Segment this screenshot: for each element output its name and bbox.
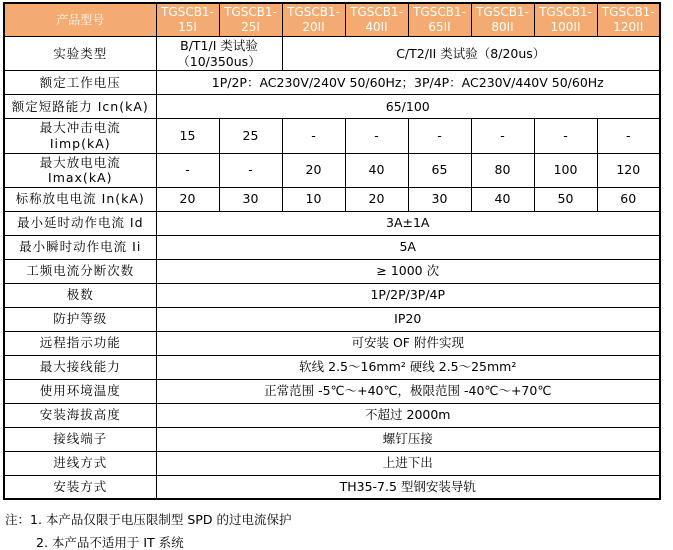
row-wire <box>4 355 660 379</box>
row-iimp <box>4 119 660 153</box>
row-label-idelay: 最小延时动作电流 Id <box>4 211 156 235</box>
row-label-wire: 最大接线能力 <box>4 355 156 379</box>
model-header-65ii: TGSCB1-65II <box>408 3 471 37</box>
row-mount <box>4 475 660 499</box>
cell-icn: 65/100 <box>156 95 660 119</box>
cell-imax-1: - <box>219 153 282 187</box>
cell-imax-2: 20 <box>282 153 345 187</box>
cell-rated-voltage: 1P/2P：AC230V/240V 50/60Hz；3P/4P：AC230V/440V 50/60Hz <box>156 71 660 95</box>
cell-iimp-4: - <box>408 119 471 153</box>
row-remote <box>4 331 660 355</box>
cell-altitude: 不超过 2000m <box>156 403 660 427</box>
model-header-80ii: TGSCB1-80II <box>471 3 534 37</box>
cell-test-type-class2: C/T2/II 类试验（8/20us） <box>282 37 660 71</box>
row-imax <box>4 153 660 187</box>
cell-inom-2: 10 <box>282 187 345 211</box>
cell-mount: TH35-7.5 型钢安装导轨 <box>156 475 660 499</box>
row-temp <box>4 379 660 403</box>
cell-inom-6: 50 <box>534 187 597 211</box>
cell-imax-4: 65 <box>408 153 471 187</box>
cell-imax-6: 100 <box>534 153 597 187</box>
row-rated-voltage <box>4 71 660 95</box>
cell-imax-3: 40 <box>345 153 408 187</box>
cell-imax-5: 80 <box>471 153 534 187</box>
model-header-20ii: TGSCB1-20II <box>282 3 345 37</box>
cell-imax-0: - <box>156 153 219 187</box>
model-header-120ii: TGSCB1-120II <box>597 3 660 37</box>
row-inom <box>4 187 660 211</box>
cell-remote: 可安装 OF 附件实现 <box>156 331 660 355</box>
cell-iimp-5: - <box>471 119 534 153</box>
row-poles <box>4 283 660 307</box>
footnotes <box>3 512 673 550</box>
row-label-inom: 标称放电电流 In(kA) <box>4 187 156 211</box>
cell-inom-1: 30 <box>219 187 282 211</box>
cell-iimp-0: 15 <box>156 119 219 153</box>
row-inlet <box>4 451 660 475</box>
cell-inom-3: 20 <box>345 187 408 211</box>
row-label-terminal: 接线端子 <box>4 427 156 451</box>
cell-imax-7: 120 <box>597 153 660 187</box>
row-label-poles: 极数 <box>4 283 156 307</box>
cell-iimp-1: 25 <box>219 119 282 153</box>
cell-temp: 正常范围 -5℃～+40℃，极限范围 -40℃～+70℃ <box>156 379 660 403</box>
row-label-ip-rating: 防护等级 <box>4 307 156 331</box>
row-label-remote: 远程指示功能 <box>4 331 156 355</box>
cell-wire: 软线 2.5～16mm² 硬线 2.5～25mm² <box>156 355 660 379</box>
row-label-altitude: 安装海拔高度 <box>4 403 156 427</box>
row-label-mount: 安装方式 <box>4 475 156 499</box>
row-idelay <box>4 211 660 235</box>
row-icn <box>4 95 660 119</box>
row-label-iimp: 最大冲击电流 Iimp(kA) <box>4 119 156 153</box>
row-label-inlet: 进线方式 <box>4 451 156 475</box>
cell-inom-0: 20 <box>156 187 219 211</box>
model-header-100ii: TGSCB1-100II <box>534 3 597 37</box>
cell-iimp-2: - <box>282 119 345 153</box>
cell-test-type-class1: B/T1/I 类试验（10/350us） <box>156 37 282 71</box>
model-header-40ii: TGSCB1-40II <box>345 3 408 37</box>
model-header-15i: TGSCB1-15I <box>156 3 219 37</box>
row-label-test-type: 实验类型 <box>4 37 156 71</box>
cell-freq-break: ≥ 1000 次 <box>156 259 660 283</box>
row-label-iinst: 最小瞬时动作电流 Ii <box>4 235 156 259</box>
cell-inom-5: 40 <box>471 187 534 211</box>
cell-ip-rating: IP20 <box>156 307 660 331</box>
row-iinst <box>4 235 660 259</box>
product-spec-table <box>3 2 661 500</box>
row-freq-break <box>4 259 660 283</box>
cell-iimp-3: - <box>345 119 408 153</box>
row-label-rated-voltage: 额定工作电压 <box>4 71 156 95</box>
cell-inlet: 上进下出 <box>156 451 660 475</box>
row-label-imax: 最大放电电流 Imax(kA) <box>4 153 156 187</box>
footnote-1: 注：1. 本产品仅限于电压限制型 SPD 的过电流保护 <box>5 512 292 528</box>
footnote-2: 2. 本产品不适用于 IT 系统 <box>36 535 184 550</box>
row-label-temp: 使用环境温度 <box>4 379 156 403</box>
row-ip-rating <box>4 307 660 331</box>
row-label-freq-break: 工频电流分断次数 <box>4 259 156 283</box>
model-header-25i: TGSCB1-25I <box>219 3 282 37</box>
cell-terminal: 螺钉压接 <box>156 427 660 451</box>
cell-idelay: 3A±1A <box>156 211 660 235</box>
cell-iimp-6: - <box>534 119 597 153</box>
row-terminal <box>4 427 660 451</box>
row-altitude <box>4 403 660 427</box>
cell-inom-7: 60 <box>597 187 660 211</box>
row-test-type <box>4 37 660 71</box>
cell-iinst: 5A <box>156 235 660 259</box>
cell-poles: 1P/2P/3P/4P <box>156 283 660 307</box>
row-label-icn: 额定短路能力 Icn(kA) <box>4 95 156 119</box>
cell-iimp-7: - <box>597 119 660 153</box>
cell-inom-4: 30 <box>408 187 471 211</box>
product-model-header-label: 产品型号 <box>4 3 156 37</box>
header-row <box>4 3 660 37</box>
